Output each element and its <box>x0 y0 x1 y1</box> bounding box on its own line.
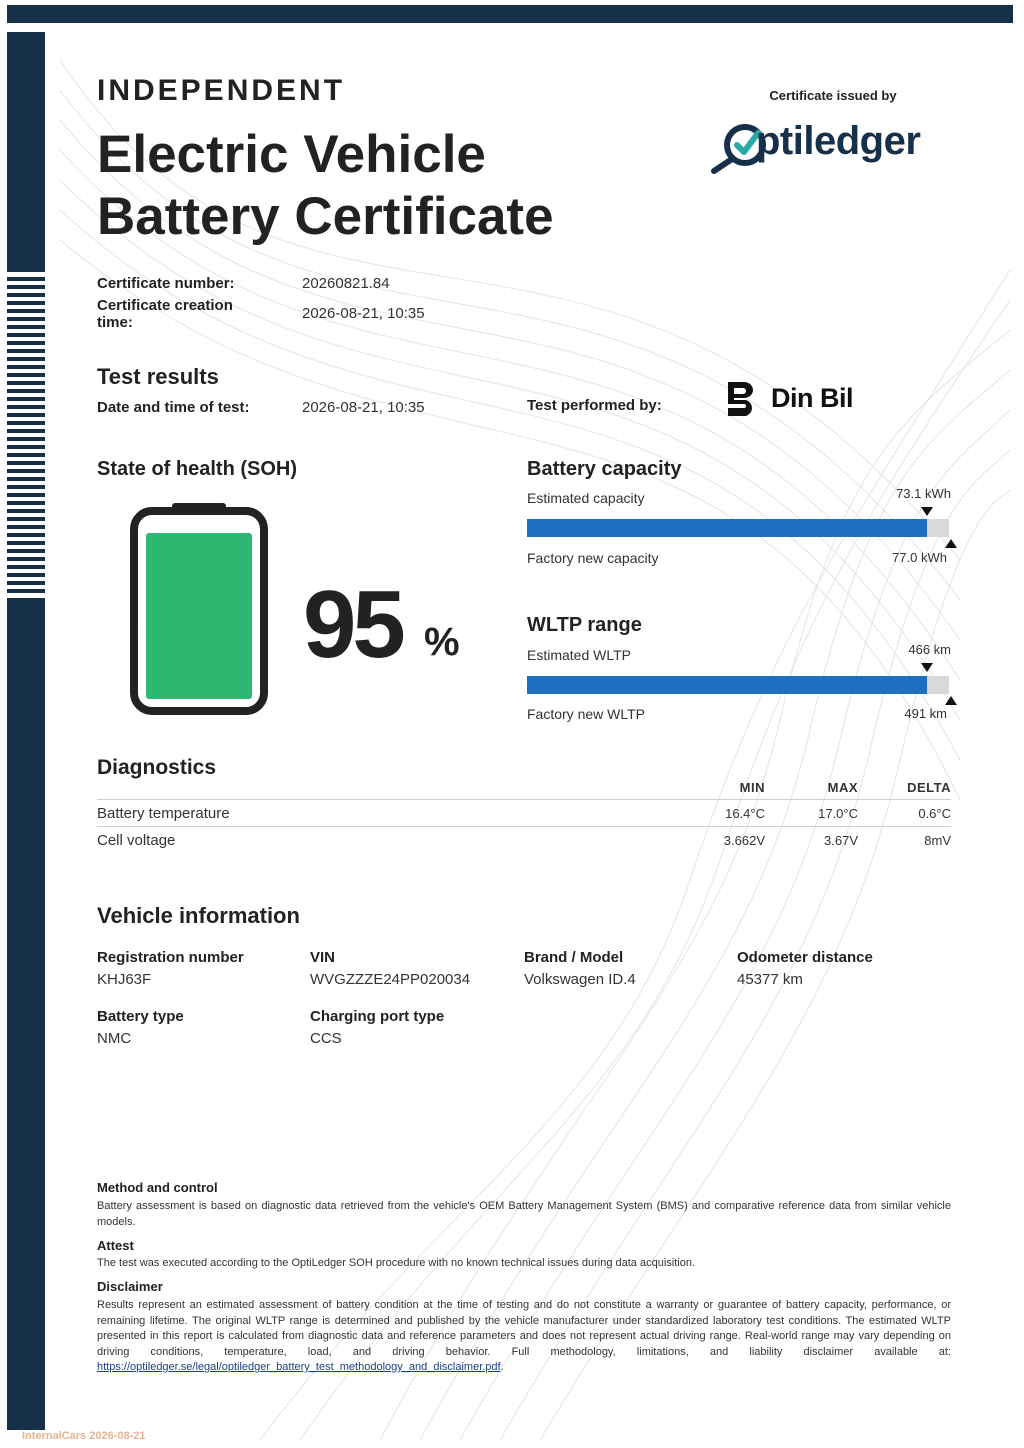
certificate-number-value: 20260821.84 <box>302 275 390 292</box>
battery-capacity-heading: Battery capacity <box>527 458 682 480</box>
din-bil-logo-text: Din Bil <box>771 383 853 413</box>
diagnostics-column-max: MAX <box>827 780 858 795</box>
diagnostics-heading: Diagnostics <box>97 756 217 779</box>
disclaimer-link[interactable]: https://optiledger.se/legal/optiledger_battery_test_methodology_and_disclaimer.pdf <box>97 1361 501 1373</box>
wltp-heading: WLTP range <box>527 614 642 636</box>
page-title-line-2: Battery Certificate <box>97 187 554 246</box>
diagnostics-row-max: 3.67V <box>824 833 858 848</box>
disclaimer-text <box>97 1298 951 1376</box>
battery-icon <box>130 503 270 715</box>
issued-by-label: Certificate issued by <box>769 88 897 103</box>
diagnostics-row-delta: 8mV <box>924 833 951 848</box>
din-bil-b-icon <box>726 380 758 418</box>
vin-label: VIN <box>310 949 336 966</box>
page-title-line-1: Electric Vehicle <box>97 125 486 184</box>
capacity-bar <box>527 519 949 537</box>
certificate-number-label: Certificate number: <box>97 275 235 292</box>
factory-capacity-value: 77.0 kWh <box>892 550 947 565</box>
certificate-creation-label-line-2: time: <box>97 314 133 331</box>
registration-number-value: KHJ63F <box>97 971 152 988</box>
eyebrow-title: INDEPENDENT <box>97 74 346 107</box>
brand-model-value: Volkswagen ID.4 <box>524 971 636 988</box>
din-bil-logo <box>726 380 866 420</box>
estimated-capacity-value: 73.1 kWh <box>896 486 951 501</box>
estimated-wltp-marker-icon <box>921 663 933 672</box>
diagnostics-row-max: 17.0°C <box>818 806 858 821</box>
optiledger-logo-text: ptiledger <box>756 119 921 163</box>
optiledger-logo <box>708 115 958 179</box>
sidebar-decoration-stripes <box>7 277 45 597</box>
top-border-bar <box>7 5 1013 23</box>
factory-wltp-marker-icon <box>945 696 957 705</box>
soh-unit: % <box>424 620 460 664</box>
factory-capacity-marker-icon <box>945 539 957 548</box>
test-date-value: 2026-08-21, 10:35 <box>302 399 425 416</box>
attest-heading: Attest <box>97 1238 134 1253</box>
charging-port-value: CCS <box>310 1030 342 1047</box>
charging-port-label: Charging port type <box>310 1008 445 1025</box>
diagnostics-divider <box>97 799 951 800</box>
test-results-heading: Test results <box>97 364 219 389</box>
attest-text: The test was executed according to the OptiLedger SOH procedure with no known technical issues during data acquisition. <box>97 1257 696 1269</box>
certificate-creation-label <box>97 297 233 331</box>
battery-type-value: NMC <box>97 1030 132 1047</box>
page-title <box>97 124 554 248</box>
wltp-bar <box>527 676 949 694</box>
estimated-capacity-marker-icon <box>921 507 933 516</box>
vehicle-information-heading: Vehicle information <box>97 903 300 928</box>
method-heading: Method and control <box>97 1180 218 1195</box>
battery-type-label: Battery type <box>97 1008 184 1025</box>
wltp-bar-fill <box>527 676 927 694</box>
test-performed-by-label: Test performed by: <box>527 397 662 414</box>
factory-wltp-label: Factory new WLTP <box>527 706 645 722</box>
certificate-creation-label-line-1: Certificate creation <box>97 297 233 314</box>
estimated-wltp-label: Estimated WLTP <box>527 647 631 663</box>
odometer-value: 45377 km <box>737 971 803 988</box>
battery-fill-level <box>146 533 252 699</box>
disclaimer-body: Results represent an estimated assessment of battery condition at the time of testing and do not constitute a warranty or guarantee of battery capacity, performance, or remaining lifetime. The original WLTP range is determined and published by the vehicle manufacturer under standardized laboratory test conditions. The estimated WLTP presented in this report is calculated from diagnostic data and reference parameters and does not represent actual driving range. Real-world range may vary depending on driving conditions, temperature, load, and driving behavior. Full methodology, limitations, and liability disclaimer available at: <box>97 1299 951 1358</box>
diagnostics-row-delta: 0.6°C <box>918 806 951 821</box>
diagnostics-row-name: Cell voltage <box>97 832 176 849</box>
diagnostics-divider <box>97 826 951 827</box>
method-text: Battery assessment is based on diagnostic data retrieved from the vehicle's OEM Battery Management System (BMS) and comparative reference data from similar vehicle models. <box>97 1200 951 1228</box>
sidebar-decoration-top <box>7 32 45 272</box>
capacity-bar-fill <box>527 519 927 537</box>
factory-capacity-label: Factory new capacity <box>527 550 659 566</box>
factory-wltp-value: 491 km <box>904 706 947 721</box>
diagnostics-row-min: 3.662V <box>723 833 765 848</box>
estimated-wltp-value: 466 km <box>908 642 951 657</box>
diagnostics-column-min: MIN <box>739 780 765 795</box>
certificate-creation-value: 2026-08-21, 10:35 <box>302 305 425 322</box>
vin-value: WVGZZZE24PP020034 <box>310 971 471 988</box>
disclaimer-heading: Disclaimer <box>97 1279 163 1294</box>
sidebar-decoration-bottom <box>7 598 45 1430</box>
diagnostics-column-delta: DELTA <box>907 780 951 795</box>
odometer-label: Odometer distance <box>737 949 873 966</box>
registration-number-label: Registration number <box>97 949 244 966</box>
internalcars-watermark: InternalCars 2026-08-21 <box>22 1430 146 1442</box>
brand-model-label: Brand / Model <box>524 949 624 966</box>
test-date-label: Date and time of test: <box>97 399 250 416</box>
disclaimer-end: . <box>500 1361 504 1373</box>
estimated-capacity-label: Estimated capacity <box>527 490 645 506</box>
soh-heading: State of health (SOH) <box>97 458 298 480</box>
diagnostics-row-name: Battery temperature <box>97 805 230 822</box>
diagnostics-row-min: 16.4°C <box>725 806 765 821</box>
soh-value: 95 <box>303 571 402 678</box>
